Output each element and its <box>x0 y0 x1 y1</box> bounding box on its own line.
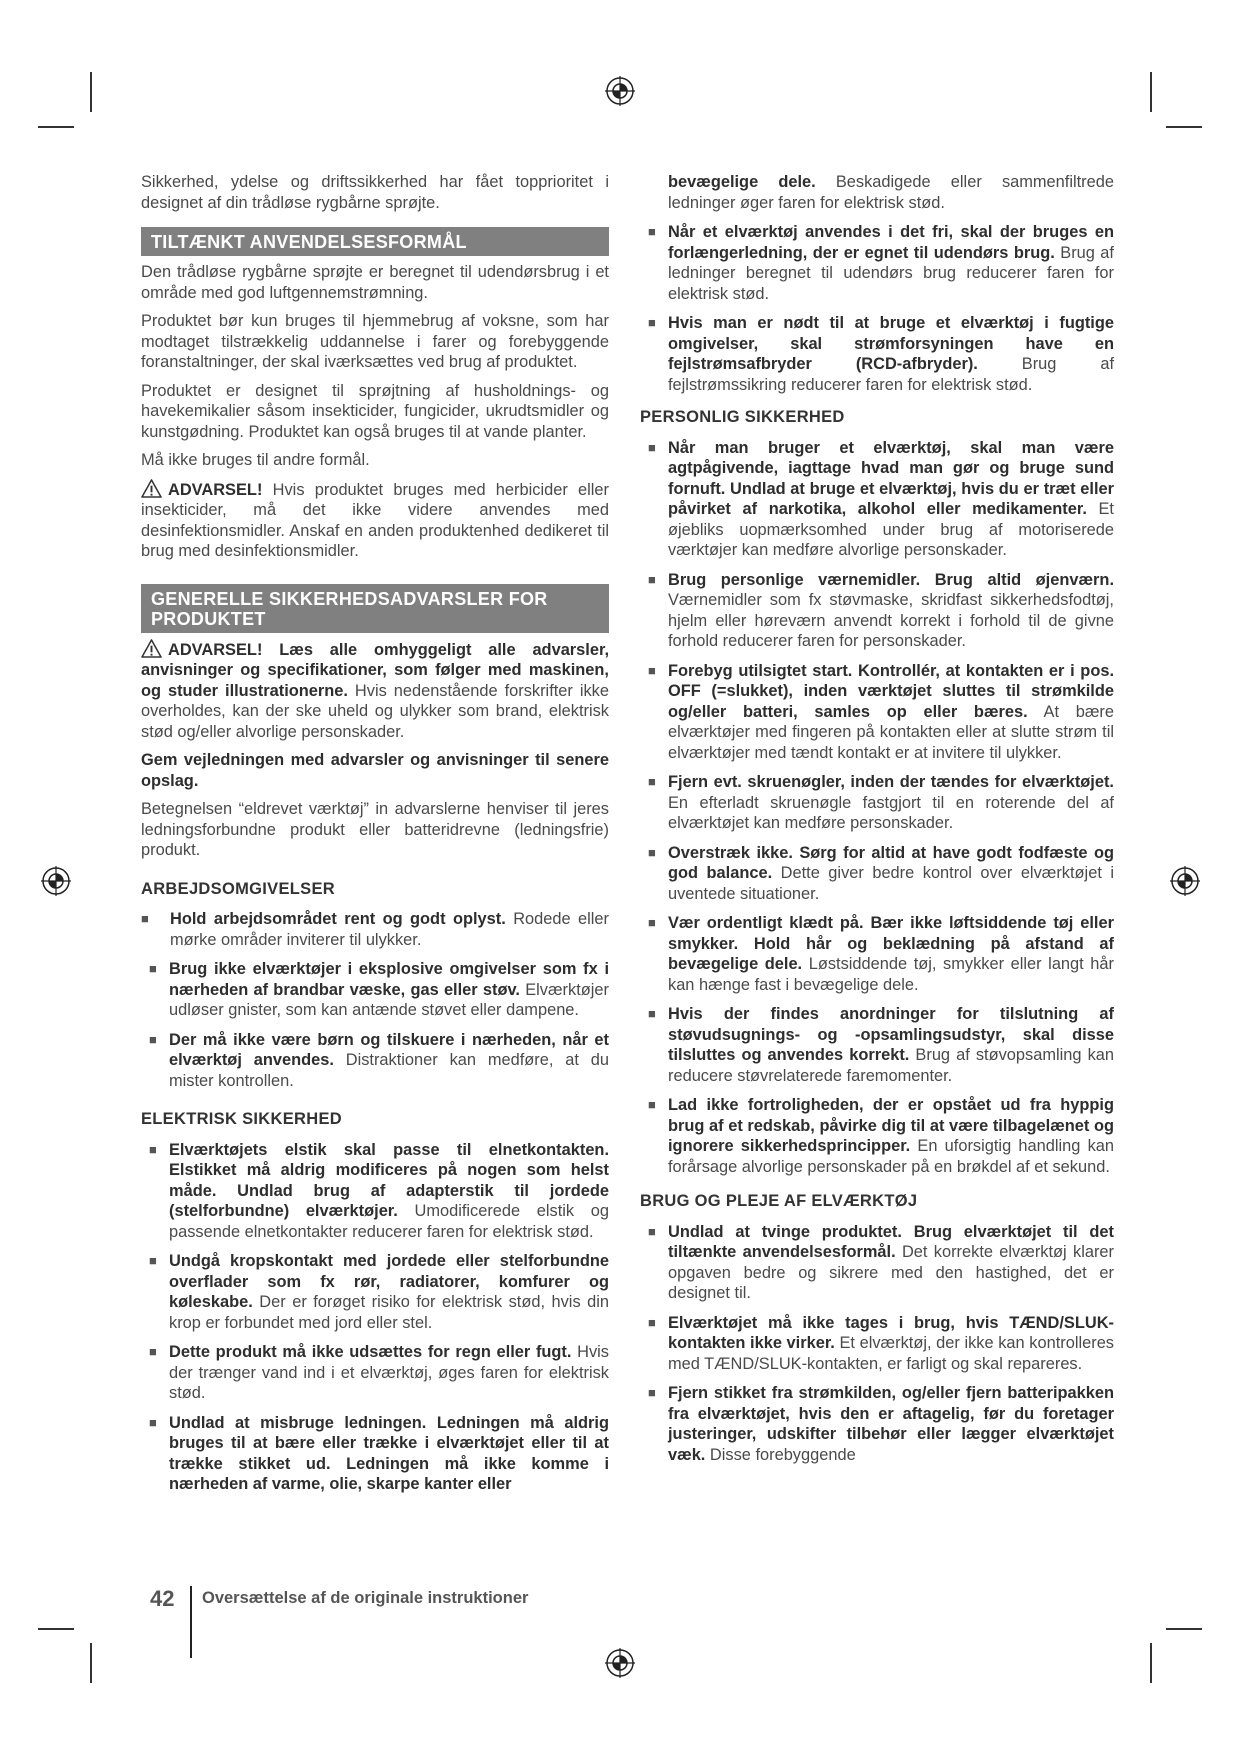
warning-text: Hvis nedenstående forskrifter ikke overholdes, kan der ske uheld og ulykker som brand, elektrisk stød og/eller alvorlige personskader. <box>141 681 609 741</box>
electrical-safety-list-continued <box>640 222 1114 395</box>
section-banner-general-safety: GENERELLE SIKKERHEDSADVARSLER FOR PRODUKTET <box>141 584 609 633</box>
registration-mark-icon <box>605 76 635 106</box>
warning-label: ADVARSEL! Læs alle omhyggeligt alle advarsler, anvisninger og specifikationer, som følger med maskinen, og studer illustrationerne. <box>141 640 609 700</box>
registration-mark-icon <box>41 866 71 896</box>
list-item: ■ Undgå kropskontakt med jordede eller stelforbundne overflader som fx rør, radiatorer, komfurer og køleskabe. Der er forøget risiko for elektrisk stød, hvis din krop er forbundet med jord eller stel. <box>149 1252 609 1332</box>
warning-paragraph <box>141 639 609 743</box>
bullet-icon: ■ <box>149 1031 157 1047</box>
bullet-icon: ■ <box>648 315 656 330</box>
paragraph: Produktet bør kun bruges til hjemmebrug af voksne, som har modtaget tilstrækkelig uddannelse i farer og forebyggende foranstaltninger, der skal iværksættes ved brug af produktet. <box>141 312 609 371</box>
list-item: ■ Når man bruger et elværktøj, skal man være agtpågivende, iagttage hvad man gør og bruge sund fornuft. Undlad at bruge et elværktøj, hvis du er træt eller påvirket af narkotika, alkohol eller medikamenter. Et øjebliks uopmærksomhed under brug af motoriserede værktøjer kan medføre alvorlige personskader. <box>648 438 1114 559</box>
list-item: ■ Brug ikke elværktøjer i eksplosive omgivelser som fx i nærheden af brandbar væske, gas eller støv. Elværktøjer udløser gnister, som kan antænde støvet eller dampene. <box>149 960 609 1019</box>
bullet-icon: ■ <box>149 961 157 976</box>
list-item: ■ Overstræk ikke. Sørg for altid at have godt fodfæste og god balance. Dette giver bedre kontrol over elværktøjet i uventede situationer. <box>648 843 1115 903</box>
bullet-icon: ■ <box>141 911 149 926</box>
footer-divider <box>190 1586 192 1658</box>
subheading-electrical-safety: ELEKTRISK SIKKERHED <box>141 1110 342 1128</box>
registration-mark-icon <box>605 1648 635 1678</box>
bullet-icon: ■ <box>149 1141 157 1157</box>
tool-care-list <box>640 1222 1114 1466</box>
bullet-icon: ■ <box>648 1385 656 1400</box>
bullet-icon: ■ <box>648 774 656 789</box>
paragraph: Må ikke bruges til andre formål. <box>141 451 370 469</box>
bullet-icon: ■ <box>648 571 656 587</box>
list-item: ■ Hvis der findes anordninger for tilslutning af støvudsugnings- og -opsamlingsudstyr, skal disse tilsluttes og anvendes korrekt. Brug af støvopsamling kan reducere støvrelaterede faremomenter. <box>648 1005 1114 1085</box>
warning-text: Hvis produktet bruges med herbicider eller insekticider, må det ikke videre anvendes med desinfektionsmidler. Anskaf en anden produktenhed dedikeret til brug med desinfektionsmidler. <box>141 480 609 560</box>
list-item: ■ Brug personlige værnemidler. Brug altid øjenværn. Værnemidler som fx støvmaske, skridfast sikkerhedsfodtøj, hjelm eller høreværn anvendt korrekt i forhold til de givne forhold reducerer faren for personskader. <box>648 570 1114 650</box>
warning-triangle-icon <box>141 479 162 498</box>
work-area-list <box>141 909 609 1091</box>
crop-mark <box>38 1628 74 1630</box>
list-item: ■ Dette produkt må ikke udsættes for regn eller fugt. Hvis der trænger vand ind i et elværktøj, øges faren for elektrisk stød. <box>149 1343 609 1402</box>
crop-mark <box>38 126 74 128</box>
paragraph: Produktet er designet til sprøjtning af husholdnings- og havekemikalier såsom insekticider, fungicider, ukrudtsmidler og kunstgødning. Produktet kan også bruges til at vande planter. <box>141 381 609 441</box>
list-item: ■ Undlad at misbruge ledningen. Ledningen må aldrig bruges til at bære eller trække i elværktøjet eller til at trække stikket ud. Ledningen må ikke komme i nærheden af varme, olie, skarpe kanter eller <box>149 1413 609 1493</box>
list-item: ■ Vær ordentligt klædt på. Bær ikke løftsiddende tøj eller smykker. Hold hår og beklædning på afstand af bevægelige dele. Løstsiddende tøj, smykker eller langt hår kan hænge fast i bevægelige dele. <box>648 914 1114 994</box>
crop-mark <box>1150 72 1152 112</box>
list-item: ■ Der må ikke være børn og tilskuere i nærheden, når et elværktøj anvendes. Distraktioner kan medføre, at du mister kontrollen. <box>149 1030 609 1090</box>
subheading-tool-use-care: BRUG OG PLEJE AF ELVÆRKTØJ <box>640 1192 918 1210</box>
list-item: ■ Hold arbejdsområdet rent og godt oplyst. Rodede eller mørke områder inviterer til ulykker. <box>141 910 609 949</box>
bullet-icon: ■ <box>648 844 656 860</box>
subheading-personal-safety: PERSONLIG SIKKERHED <box>640 408 845 426</box>
list-item: ■ Fjern stikket fra strømkilden, og/eller fjern batteripakken fra elværktøjet, hvis den er aftagelig, før du foretager justeringer, udskifter tilbehør eller lægger elværktøjet væk. Disse forebyggende <box>648 1384 1114 1464</box>
list-item: ■ Lad ikke fortroligheden, der er opstået ud fra hyppig brug af et redskab, påvirke dig til at være tilbagelænet og ignorere sikkerhedsprincipper. En uforsigtig handling kan forårsage alvorlige personskader på en brøkdel af et sekund. <box>648 1096 1114 1176</box>
footer-text: Oversættelse af de originale instruktioner <box>202 1589 529 1607</box>
bullet-icon: ■ <box>149 1344 157 1359</box>
crop-mark <box>1166 1628 1202 1630</box>
keep-instructions: Gem vejledningen med advarsler og anvisninger til senere opslag. <box>141 751 609 790</box>
right-column <box>640 172 1114 1474</box>
bullet-icon: ■ <box>149 1253 157 1268</box>
list-item: ■ Elværktøjets elstik skal passe til elnetkontakten. Elstikket må aldrig modificeres på nogen som helst måde. Undlad brug af adapterstik til jordede (stelforbundne) elværktøjer. Umodificerede elstik og passende elnetkontakter reducerer faren for elektrisk stød. <box>149 1140 609 1241</box>
bullet-icon: ■ <box>648 1097 656 1112</box>
list-item: ■ Forebyg utilsigtet start. Kontrollér, at kontakten er i pos. OFF (=slukket), inden værktøjet sluttes til strømkilde og/eller batteri, samles op eller bæres. At bære elværktøjer med fingeren på kontakten eller at slutte strøm til elværktøjer med tændt kontakt er at invitere til ulykker. <box>648 661 1114 762</box>
crop-mark <box>90 72 92 112</box>
section-banner-intended-use: TILTÆNKT ANVENDELSESFORMÅL <box>141 227 609 256</box>
warning-paragraph <box>141 479 609 562</box>
crop-mark <box>1150 1643 1152 1683</box>
electrical-safety-list <box>141 1140 609 1495</box>
left-column <box>141 172 609 1504</box>
crop-mark <box>90 1643 92 1683</box>
warning-label: ADVARSEL! <box>168 480 263 499</box>
registration-mark-icon <box>1170 866 1200 896</box>
bullet-icon: ■ <box>149 1414 157 1430</box>
list-item: ■ Undlad at tvinge produktet. Brug elværktøjet til det tiltænkte anvendelsesformål. Det korrekte elværktøj klarer opgaven bedre og sikrere med den hastighed, det er designet til. <box>648 1222 1114 1302</box>
bullet-icon: ■ <box>648 1223 656 1239</box>
term-definition: Betegnelsen “eldrevet værktøj” in advarslerne henviser til jeres ledningsforbundne produkt eller batteridrevne (ledningsfrie) produkt. <box>141 800 609 859</box>
bullet-icon: ■ <box>648 224 656 239</box>
crop-mark <box>1166 126 1202 128</box>
bullet-icon: ■ <box>648 439 656 455</box>
bullet-icon: ■ <box>648 662 656 678</box>
warning-triangle-icon <box>141 639 162 658</box>
list-item-continued: bevægelige dele. Beskadigede eller sammenfiltrede ledninger øger faren for elektrisk stød. <box>668 173 1114 212</box>
personal-safety-list <box>640 438 1114 1178</box>
intro-paragraph: Sikkerhed, ydelse og driftssikkerhed har fået topprioritet i designet af din trådløse rygbårne sprøjte. <box>141 173 609 212</box>
bullet-icon: ■ <box>648 1314 656 1330</box>
list-item: ■ Fjern evt. skruenøgler, inden der tændes for elværktøjet. En efterladt skruenøgle fastgjort til en roterende del af elværktøjet kan medføre personskader. <box>648 773 1114 832</box>
list-item: ■ Hvis man er nødt til at bruge et elværktøj i fugtige omgivelser, skal strømforsyningen have en fejlstrømsafbryder (RCD-afbryder). Brug af fejlstrømssikring reducerer faren for elektrisk stød. <box>648 314 1114 394</box>
page-number: 42 <box>150 1586 175 1611</box>
bullet-icon: ■ <box>648 915 656 930</box>
list-item: ■ Elværktøjet må ikke tages i brug, hvis TÆND/SLUK-kontakten ikke virker. Et elværktøj, der ikke kan kontrolleres med TÆND/SLUK-kontakten, er farligt og skal repareres. <box>648 1313 1114 1373</box>
bullet-icon: ■ <box>648 1006 656 1021</box>
subheading-work-area: ARBEJDSOMGIVELSER <box>141 879 335 898</box>
list-item: ■ Når et elværktøj anvendes i det fri, skal der bruges en forlængerledning, der er egnet til udendørs brug. Brug af ledninger beregnet til udendørs brug reducerer faren for elektrisk stød. <box>648 223 1114 303</box>
paragraph: Den trådløse rygbårne sprøjte er beregnet til udendørsbrug i et område med god luftgennemstrømning. <box>141 263 609 302</box>
